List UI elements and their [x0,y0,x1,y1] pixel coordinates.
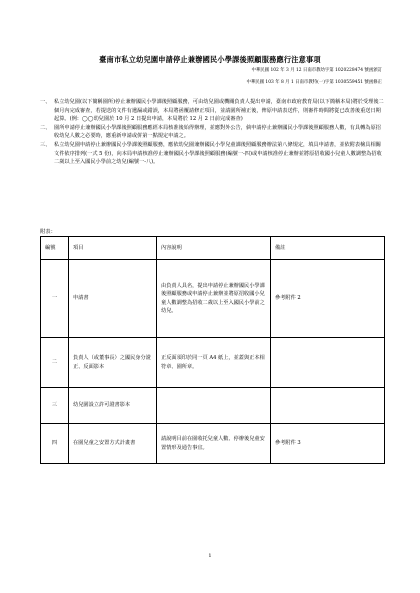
header-note: 備註 [271,237,385,260]
document-title: 臺南市私立幼兒園申請停止兼辦國民小學課後照顧服務應行注意事項 [99,55,321,64]
cell-description: 請說明目前在園收托兒童人數、停辦後兒童安置情形及通告事宜。 [157,424,271,464]
attachment-label: 附表： [40,229,56,235]
attachment-table [40,236,385,464]
table-header-row [41,237,385,260]
rule-item-number: 三、 [40,141,51,148]
cell-item: 負責人（或董事長）之國民身分證正、反面影本 [69,338,157,388]
table-row [41,424,385,464]
rule-items [40,98,384,167]
rule-item-1 [40,98,384,124]
table-row [41,338,385,388]
cell-item: 申請書 [69,260,157,338]
cell-note [271,338,385,388]
cell-note: 參考附件 2 [271,260,385,338]
rule-item-3 [40,141,384,167]
header-number: 編號 [41,237,69,260]
rule-item-2 [40,124,384,141]
meta-line-1: 中華民國 102 年 3 月 12 日南市教幼字第 1020228474 號函頒訂 [251,68,382,73]
header-item: 項目 [69,237,157,260]
rule-item-text: 園所申請停止兼辦國民小學課後照顧服務應經本局核准後始得辦理，並應對外公告，倘申請停止兼辦國民小學課後照顧服務人數，有具轉為原招收幼兒人數之必要時，應重新申請或併第一點規定申請之。 [54,124,381,140]
table-row [41,388,385,424]
table-row [41,260,385,338]
meta-line-2: 中華民國 103 年 8 月 1 日南市教特(一)字第 1030559451 號函修正 [246,80,382,85]
header-description: 內容說明 [157,237,271,260]
cell-number: 一 [41,260,69,338]
cell-description: 由負責人具名，提出申請停止兼辦國民小學課後照顧服務或申請停止兼辦並將原招收國小兒童人數調整為招收二歲以上至入國民小學前之幼兒。 [157,260,271,338]
rule-item-text: 私立幼兒園申請停止兼辦國民小學課後照顧服務，應依幼兒園兼辦國民小學兒童課後照顧服務辦法第八條規定，填具申請書，並依附表檢具相關文件依序排列(一式 5 份)，向本局申請核准停止兼辦國民小學課後照顧服務(編號一-四)或申請核准停止兼辦並將原招收國小兒童人數調整為招收二歲以上至入國民小學前之幼兒(編號一-八)。 [54,141,382,166]
cell-description: 正反面須印於同一頁 A4 紙上，並蓋與正本相符章、園所章。 [157,338,271,388]
cell-description [157,388,271,424]
cell-number: 三 [41,388,69,424]
rule-item-text: 私立幼兒園(以下簡稱園所)停止兼辦國民小學課後照顧服務，可由幼兒園或機關負責人提出申請，臺南市政府教育局(以下簡稱本局)將於受理後二個月內完成審查，若提送的文件有遺漏或錯誤，本局將函覆請修正項目，並請園所補正後，俾原申請表送件，則審件時間將從已改善後重送日期起算。(例：◯◯幼兒園於 10 月 2 日提出申請，本局將於 12 月 2 日前完成審查) [54,99,384,123]
rule-item-number: 二、 [40,124,51,131]
cell-number: 四 [41,424,69,464]
cell-note [271,388,385,424]
cell-note: 參考附件 3 [271,424,385,464]
page-number: 1 [208,553,212,559]
cell-item: 幼兒園設立許可證書影本 [69,388,157,424]
cell-number: 二 [41,338,69,388]
cell-item: 在園兒童之安置方式計畫書 [69,424,157,464]
rule-item-number: 一、 [40,99,51,105]
